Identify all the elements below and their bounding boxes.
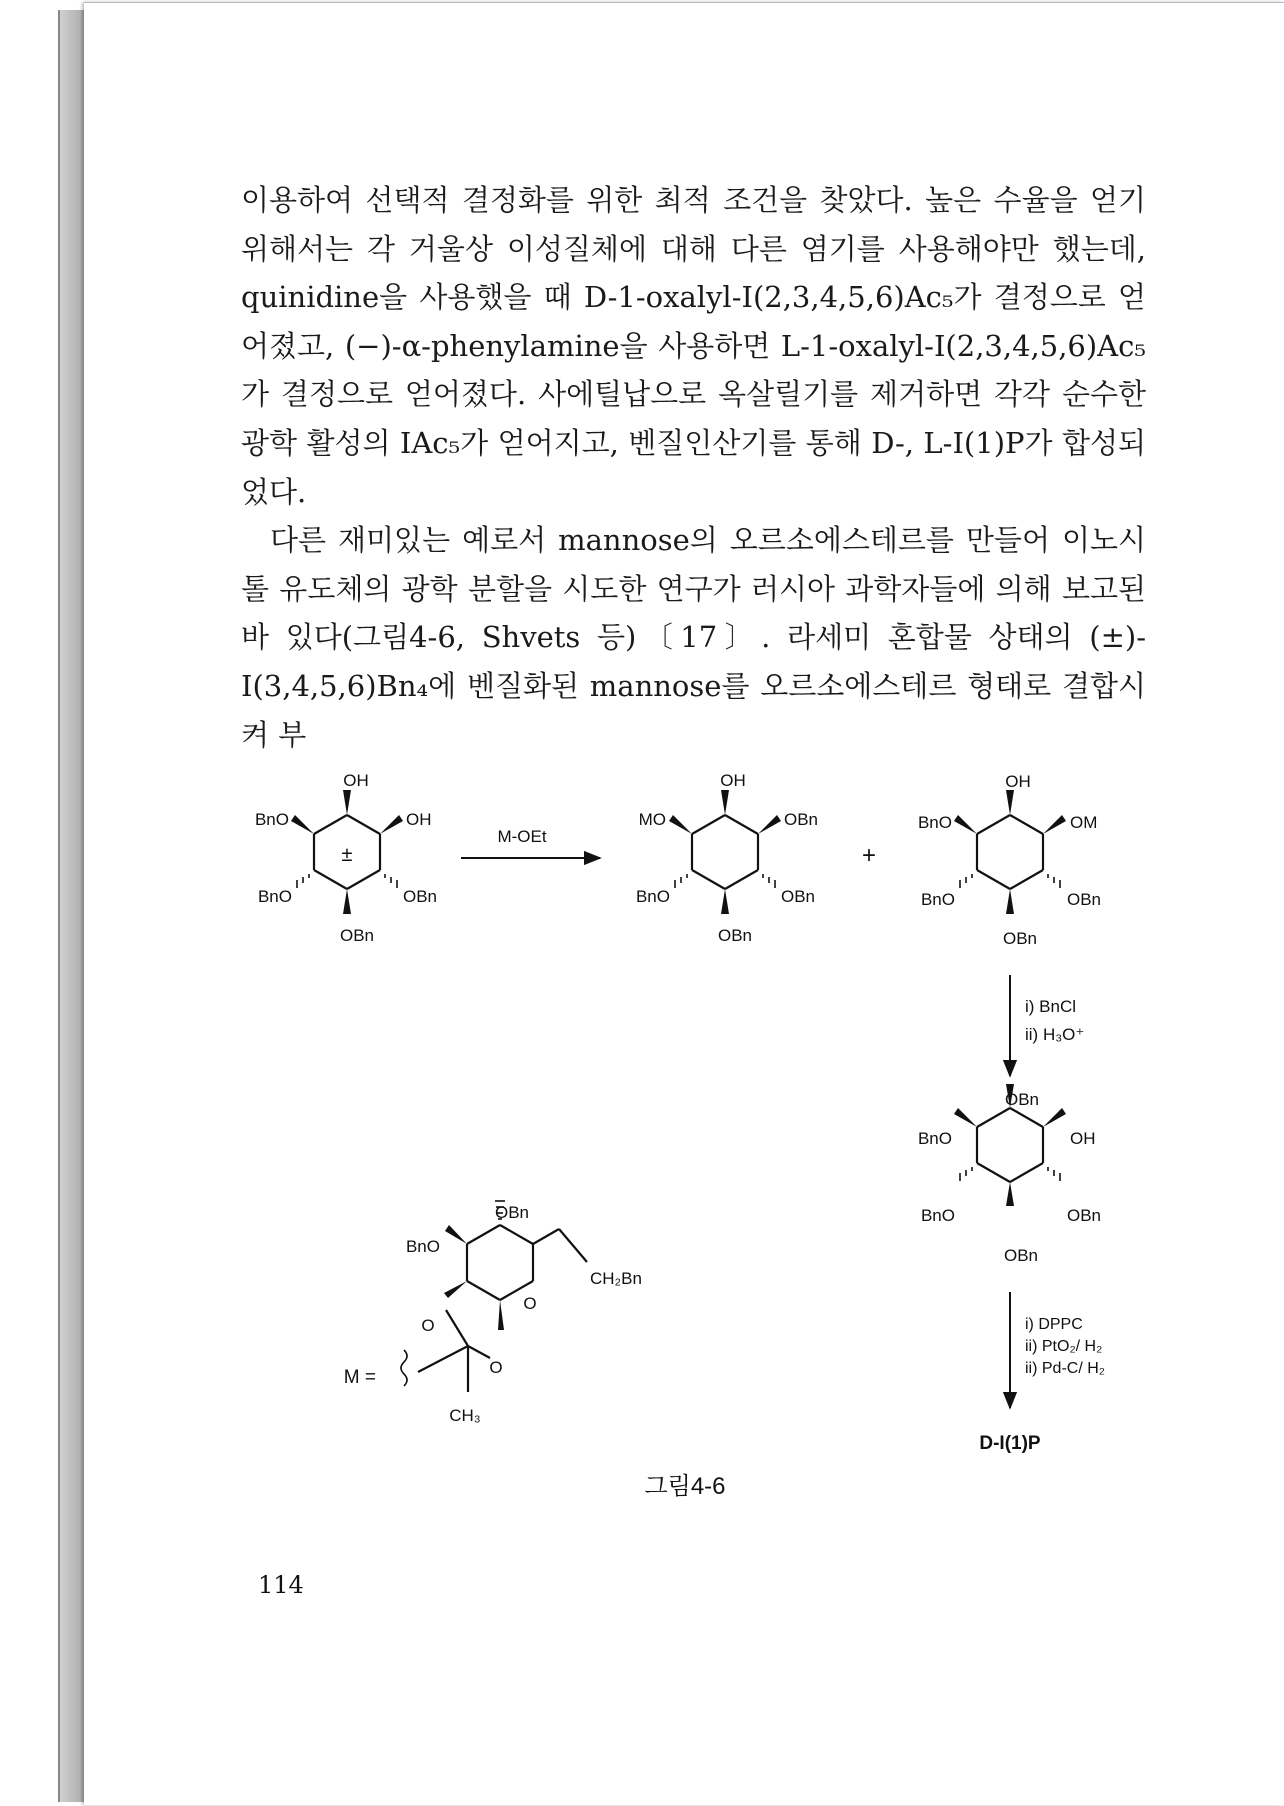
- substituent-label: BnO: [257, 887, 292, 906]
- paragraph: 이용하여 선택적 결정화를 위한 최적 조건을 찾았다. 높은 수율을 얻기 위해서는 각 거울상 이성질체에 대해 다른 염기를 사용해야만 했는데, quinidine을 사용했을 때 D-1-oxalyl-I(2,3,4,5,6)Ac₅가 결정으로 얻어졌고, (−)-α-phenylamine을 사용하면 L-1-oxalyl-I(2,3,4,5,6)Ac₅가 결정으로 얻어졌다. 사에틸납으로 옥살릴기를 제거하면 각각 순수한 광학 활성의 IAc₅가 얻어지고, 벤질인산기를 통해 D-, L-I(1)P가 합성되었다.: [241, 183, 1146, 509]
- reagent-label: M-OEt: [497, 827, 547, 846]
- substituent-label: OH: [720, 771, 746, 790]
- substituent-label: OH: [343, 771, 369, 790]
- substituent-label: BnO: [254, 810, 289, 829]
- mo-diastereomer-structure: [636, 771, 818, 945]
- substituent-label: OH: [406, 810, 432, 829]
- ring-oxygen-label: O: [523, 1294, 537, 1313]
- substituent-label: OBn: [1003, 1246, 1039, 1265]
- mannose-orthoester-structure: [344, 1201, 642, 1425]
- reagent-label: i) DPPC: [1025, 1316, 1083, 1333]
- substituent-label: BnO: [635, 887, 670, 906]
- ring-oxygen-label: O: [489, 1358, 503, 1377]
- substituent-label: BnO: [920, 890, 955, 909]
- page-number: 114: [258, 1571, 304, 1599]
- substituent-label: OBn: [1067, 890, 1102, 909]
- substituent-label: OH: [1070, 1129, 1096, 1148]
- substituent-label: BnO: [405, 1237, 440, 1256]
- substituent-label: BnO: [920, 1206, 955, 1225]
- reagent-label: i) BnCl: [1025, 997, 1077, 1016]
- substituent-label: OBn: [784, 810, 819, 829]
- substituent-label: CH₂Bn: [590, 1269, 642, 1288]
- substituent-label: OM: [1070, 813, 1098, 832]
- racemic-mark: ±: [341, 844, 353, 866]
- figure-caption: 그림4-6: [644, 1473, 726, 1500]
- substituent-label: OBn: [781, 887, 816, 906]
- substituent-label: OBn: [717, 926, 753, 945]
- plus-sign: +: [861, 842, 877, 869]
- reagent-label: ii) Pd-C/ H₂: [1025, 1360, 1105, 1377]
- substituent-label: OBn: [403, 887, 438, 906]
- substituent-label: BnO: [917, 813, 952, 832]
- substituent-label: OBn: [1002, 929, 1038, 948]
- substituent-label: OBn: [339, 926, 375, 945]
- substituent-label: CH₃: [449, 1406, 481, 1425]
- starting-material-structure: [255, 771, 437, 945]
- substituent-label: BnO: [917, 1129, 952, 1148]
- m-definition-label: M =: [343, 1367, 376, 1388]
- substituent-label: OBn: [1004, 1090, 1040, 1109]
- intermediate-structure: [918, 1084, 1101, 1265]
- substituent-label: MO: [638, 810, 666, 829]
- substituent-label: OBn: [494, 1203, 530, 1222]
- reagent-label: ii) H₃O⁺: [1025, 1025, 1085, 1044]
- ring-oxygen-label: O: [421, 1316, 435, 1335]
- substituent-label: OH: [1005, 772, 1031, 791]
- reagent-label: ii) PtO₂/ H₂: [1025, 1338, 1103, 1355]
- paragraph: 다른 재미있는 예로서 mannose의 오르소에스테르를 만들어 이노시톨 유도체의 광학 분할을 시도한 연구가 러시아 과학자들에 의해 보고된 바 있다(그림4-6, Shvets 등)〔17〕. 라세미 혼합물 상태의 (±)-I(3,4,5,6)Bn₄에 벤질화된 mannose를 오르소에스테르 형태로 결합시켜 부: [241, 523, 1146, 752]
- om-diastereomer-structure: [918, 772, 1101, 948]
- final-product-label: D-I(1)P: [979, 1433, 1041, 1454]
- substituent-label: OBn: [1067, 1206, 1102, 1225]
